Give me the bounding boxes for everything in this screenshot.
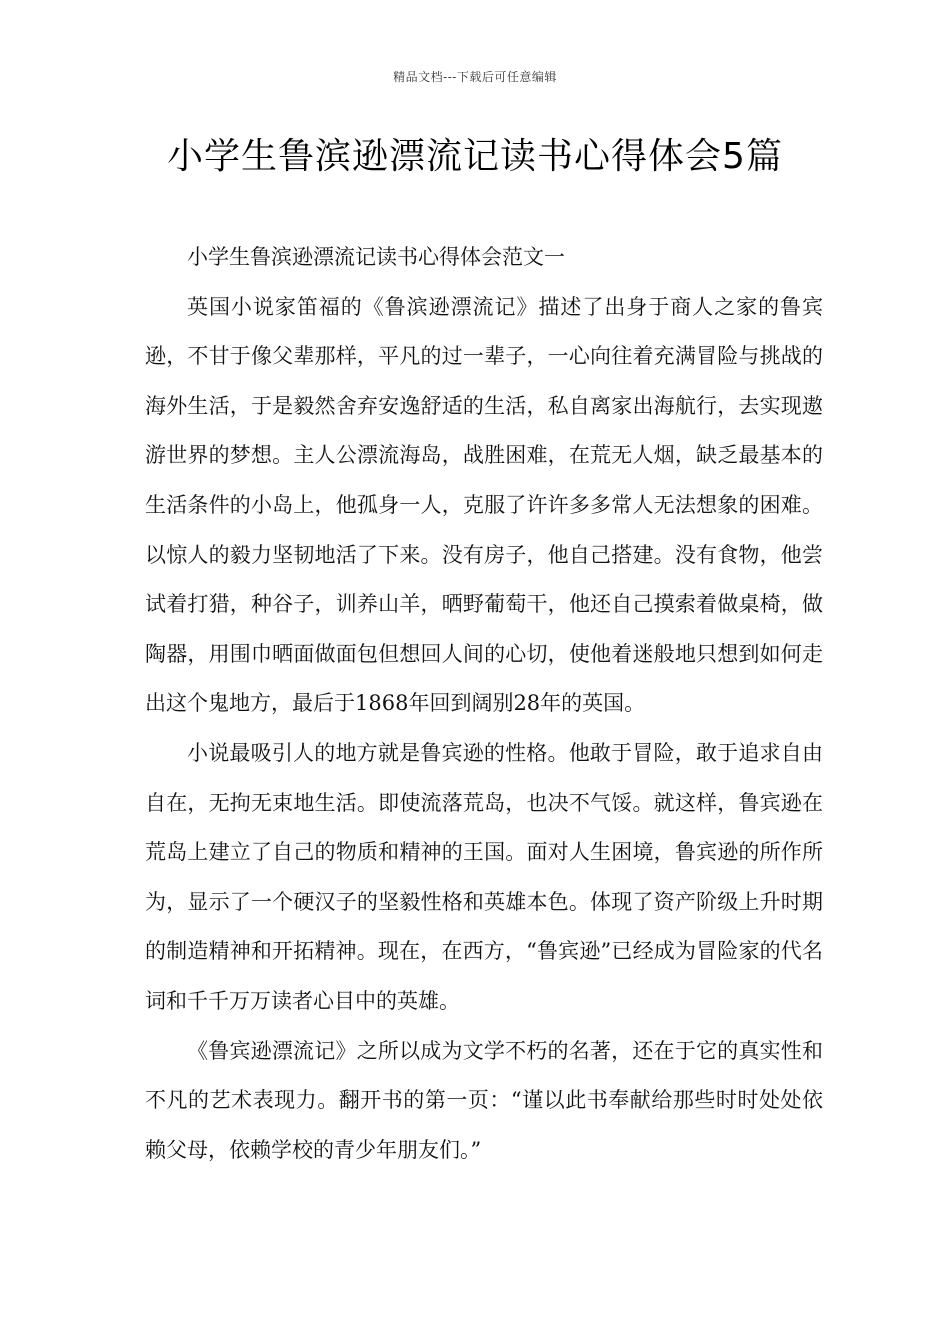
header-note: 精品文档---下载后可任意编辑	[393, 70, 557, 84]
paragraph-2: 小说最吸引人的地方就是鲁宾逊的性格。他敢于冒险，敢于追求自由自在，无拘无束地生活。即使流落荒岛，也决不气馁。就这样，鲁宾逊在荒岛上建立了自己的物质和精神的王国。面对人生困境，鲁宾逊的所作所为，显示了一个硬汉子的坚毅性格和英雄本色。体现了资产阶级上升时期的制造精神和开拓精神。现在，在西方，“鲁宾逊”已经成为冒险家的代名词和千千万万读者心目中的英雄。	[145, 740, 823, 1013]
paragraph-1: 英国小说家笛福的《鲁滨逊漂流记》描述了出身于商人之家的鲁宾逊，不甘于像父辈那样，平凡的过一辈子，一心向往着充满冒险与挑战的海外生活，于是毅然舍弃安逸舒适的生活，私自离家出海航行，去实现遨游世界的梦想。主人公漂流海岛，战胜困难，在荒无人烟，缺乏最基本的生活条件的小岛上，他孤身一人，克服了许许多多常人无法想象的困难。以惊人的毅力坚韧地活了下来。没有房子，他自己搭建。没有食物，他尝试着打猎，种谷子，训养山羊，晒野葡萄干，他还自己摸索着做桌椅，做陶器，用围巾晒面做面包但想回人间的心切，使他着迷般地只想到如何走出这个鬼地方，最后于1868年回到阔别28年的英国。	[145, 294, 823, 716]
paragraph-3: 《鲁宾逊漂流记》之所以成为文学不朽的名著，还在于它的真实性和不凡的艺术表现力。翻开书的第一页：“谨以此书奉献给那些时时处处依赖父母，依赖学校的青少年朋友们。”	[145, 1038, 823, 1162]
document-body	[145, 233, 823, 1175]
document-title: 小学生鲁滨逊漂流记读书心得体会5篇	[167, 136, 783, 177]
section-heading: 小学生鲁滨逊漂流记读书心得体会范文一	[187, 245, 565, 269]
